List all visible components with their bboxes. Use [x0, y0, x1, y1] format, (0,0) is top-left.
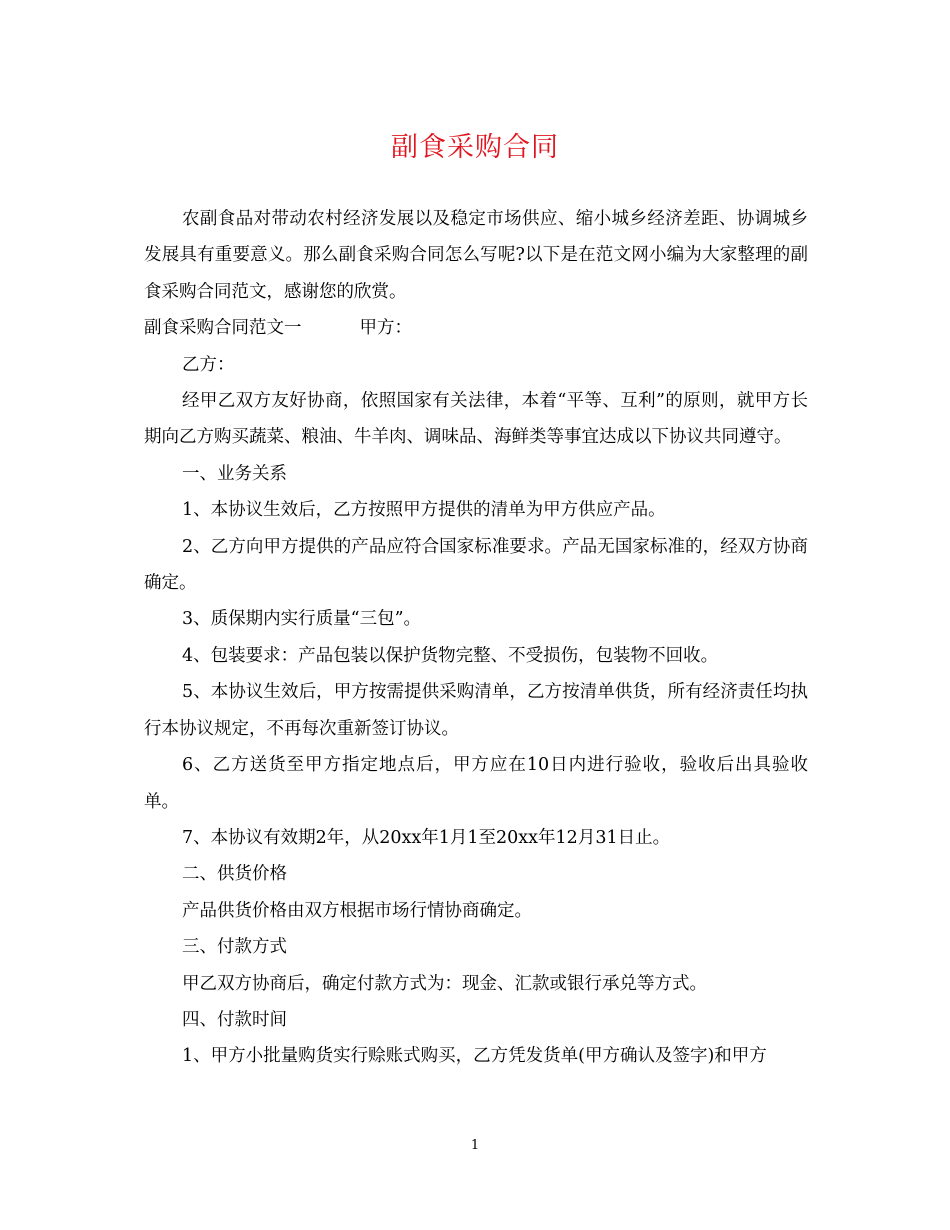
- document-body: [144, 201, 808, 1075]
- clause-1-6: 6、乙方送货至甲方指定地点后，甲方应在10日内进行验收，验收后出具验收单。: [144, 755, 808, 812]
- clause-1-5: 5、本协议生效后，甲方按需提供采购清单，乙方按清单供货，所有经济责任均执行本协议规定，不再每次重新签订协议。: [144, 682, 808, 739]
- sample-heading-line: [144, 310, 808, 346]
- price-paragraph: 产品供货价格由双方根据市场行情协商确定。: [182, 900, 532, 921]
- preamble-paragraph: 经甲乙双方友好协商，依照国家有关法律，本着“平等、互利”的原则，就甲方长期向乙方购买蔬菜、粮油、牛羊肉、调味品、海鲜类等事宜达成以下协议共同遵守。: [144, 391, 808, 448]
- section-heading-price: 二、供货价格: [182, 864, 287, 885]
- clause-1-2: 2、乙方向甲方提供的产品应符合国家标准要求。产品无国家标准的，经双方协商确定。: [144, 536, 808, 594]
- clause-1-3: 3、质保期内实行质量“三包”。: [182, 609, 422, 630]
- clause-4-1: 1、甲方小批量购货实行赊账式购买，乙方凭发货单(甲方确认及签字)和甲方: [182, 1046, 767, 1067]
- party-b-label: 乙方：: [182, 354, 235, 375]
- document-title: 副食采购合同: [391, 132, 559, 163]
- section-heading-business: 一、业务关系: [182, 463, 287, 484]
- clause-1-1: 1、本协议生效后，乙方按照甲方提供的清单为甲方供应产品。: [182, 500, 666, 521]
- clause-1-4: 4、包装要求：产品包装以保护货物完整、不受损伤，包装物不回收。: [182, 645, 719, 666]
- section-heading-payment-method: 三、付款方式: [182, 937, 287, 958]
- party-a-label: 甲方：: [359, 318, 412, 339]
- payment-method-paragraph: 甲乙双方协商后，确定付款方式为：现金、汇款或银行承兑等方式。: [182, 973, 707, 994]
- intro-paragraph: 农副食品对带动农村经济发展以及稳定市场供应、缩小城乡经济差距、协调城乡发展具有重要意义。那么副食采购合同怎么写呢?以下是在范文网小编为大家整理的副食采购合同范文，感谢您的欣赏。: [144, 209, 808, 302]
- sample-heading: 副食采购合同范文一: [144, 318, 302, 339]
- clause-1-7: 7、本协议有效期2年，从20xx年1月1至20xx年12月31日止。: [182, 827, 671, 848]
- page-number: 1: [470, 1138, 480, 1153]
- section-heading-payment-time: 四、付款时间: [182, 1009, 287, 1030]
